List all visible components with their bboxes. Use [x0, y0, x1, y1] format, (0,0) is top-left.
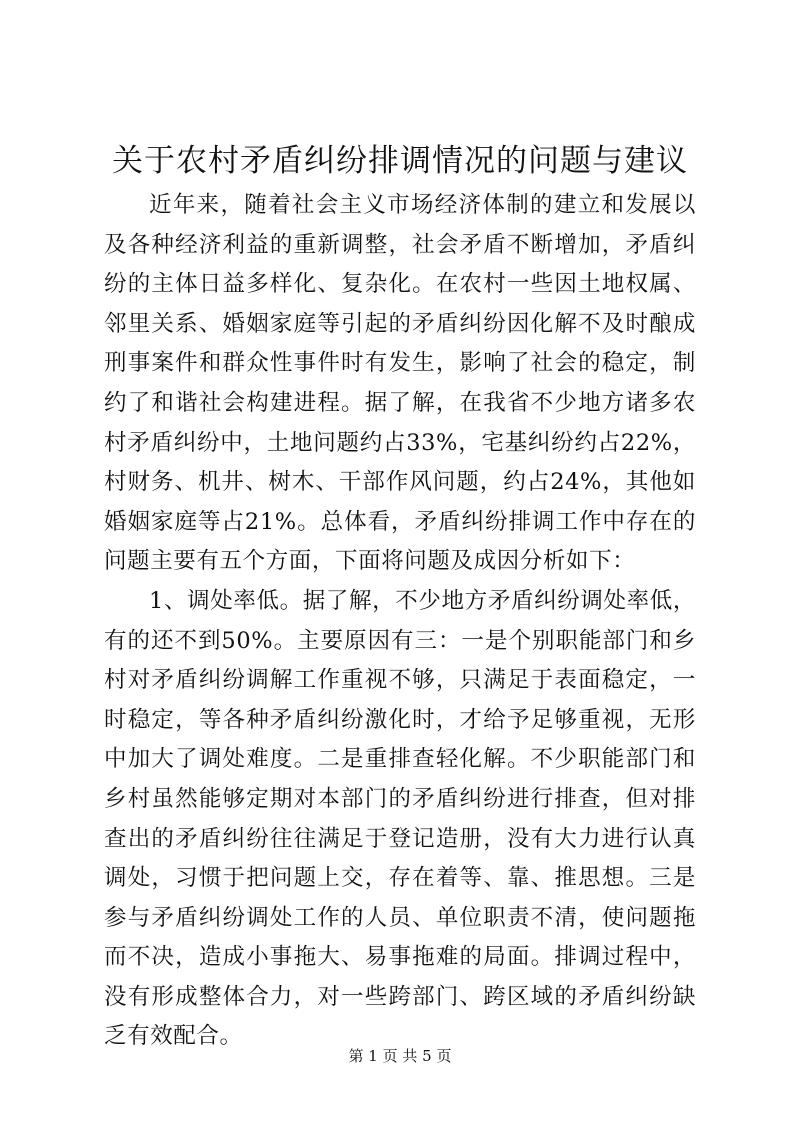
paragraph-intro: 近年来，随着社会主义市场经济体制的建立和发展以及各种经济利益的重新调整，社会矛盾不断增加，矛盾纠纷的主体日益多样化、复杂化。在农村一些因土地权属、邻里关系、婚姻家庭等引起的矛盾纠纷因化解不及时酿成刑事案件和群众性事件时有发生，影响了社会的稳定，制约了和谐社会构建进程。据了解，在我省不少地方诸多农村矛盾纠纷中，土地问题约占33%，宅基纠纷约占22%，村财务、机井、树木、干部作风问题，约占24%，其他如婚姻家庭等占21%。总体看，矛盾纠纷排调工作中存在的问题主要有五个方面，下面将问题及成因分析如下： — [104, 192, 696, 575]
page-footer: 第 1 页 共 5 页 — [348, 1047, 452, 1065]
document-body — [104, 186, 696, 1057]
paragraph-point-1: 1、调处率低。据了解，不少地方矛盾纠纷调处率低，有的还不到50%。主要原因有三：一是个别职能部门和乡村对矛盾纠纷调解工作重视不够，只满足于表面稳定，一时稳定，等各种矛盾纠纷激化时，才给予足够重视，无形中加大了调处难度。二是重排查轻化解。不少职能部门和乡村虽然能够定期对本部门的矛盾纠纷进行排查，但对排查出的矛盾纠纷往往满足于登记造册，没有大力进行认真调处，习惯于把问题上交，存在着等、靠、推思想。三是参与矛盾纠纷调处工作的人员、单位职责不清，使问题拖而不决，造成小事拖大、易事拖难的局面。排调过程中，没有形成整体合力，对一些跨部门、跨区域的矛盾纠纷缺乏有效配合。 — [104, 587, 696, 1050]
document-title: 关于农村矛盾纠纷排调情况的问题与建议 — [112, 143, 688, 179]
